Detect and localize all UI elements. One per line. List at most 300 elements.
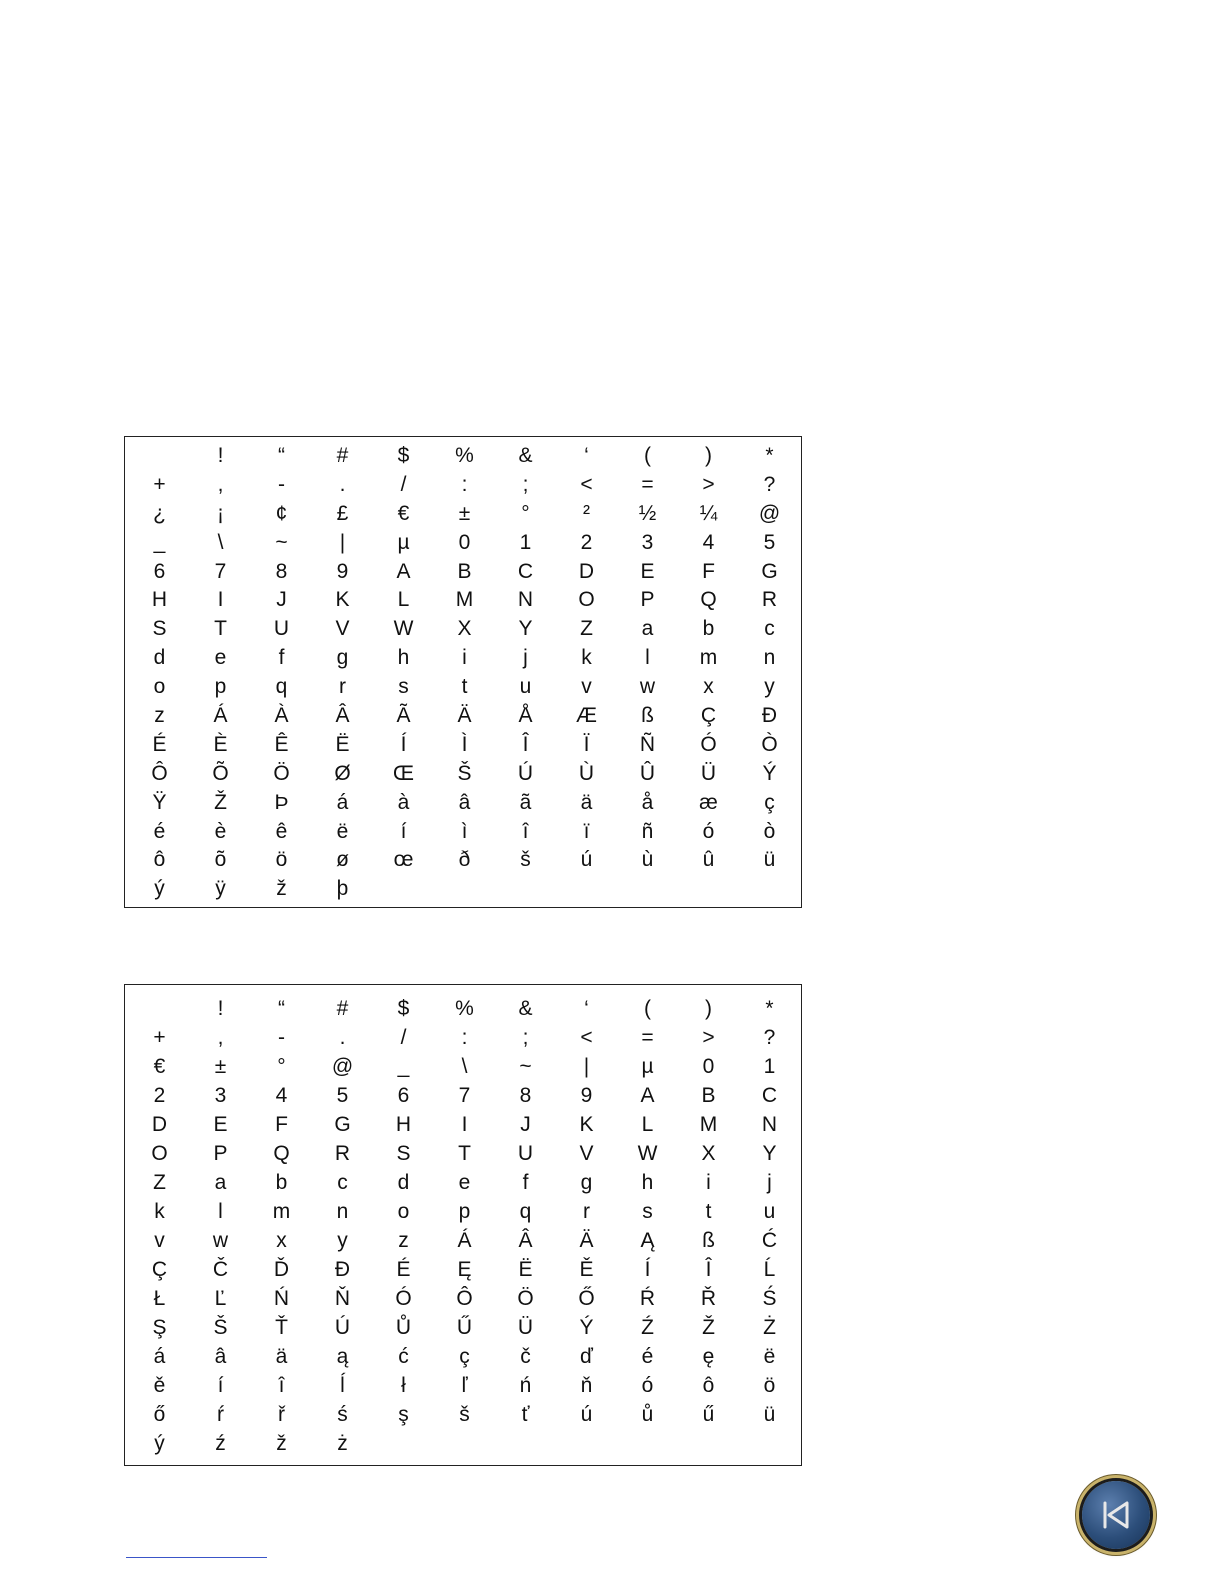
character-cell: Đ: [761, 703, 778, 727]
character-cell: Ż: [763, 1316, 776, 1339]
character-cell: Å: [518, 703, 533, 727]
character-cell: &: [518, 443, 533, 467]
character-cell: Đ: [334, 1258, 351, 1281]
character-cell: œ: [393, 848, 414, 872]
character-cell: µ: [641, 1055, 654, 1078]
character-cell: X: [457, 617, 472, 641]
character-cell: w: [639, 675, 656, 699]
character-cell: 3: [214, 1084, 227, 1107]
character-cell: ,: [217, 472, 224, 496]
character-cell: ù: [641, 848, 654, 872]
character-cell: ‘: [584, 997, 589, 1020]
character-cell: Ã: [396, 703, 411, 727]
character-cell: m: [699, 646, 718, 670]
character-cell: d: [153, 646, 166, 670]
character-cell: x: [703, 675, 714, 699]
character-cell: Ď: [273, 1258, 290, 1281]
character-cell: 8: [519, 1084, 532, 1107]
character-cell: Ë: [518, 1258, 533, 1281]
character-cell: i: [462, 646, 467, 670]
character-cell: f: [278, 646, 285, 670]
skip-back-icon: [1096, 1495, 1136, 1535]
character-cell: .: [339, 472, 346, 496]
character-cell: h: [641, 1171, 654, 1194]
character-cell: !: [217, 443, 224, 467]
character-cell: Ç: [700, 703, 717, 727]
character-cell: M: [699, 1113, 718, 1136]
character-cell: Ù: [578, 761, 595, 785]
character-cell: 1: [519, 530, 532, 554]
character-cell: $: [397, 443, 410, 467]
character-cell: &: [518, 997, 533, 1020]
character-cell: A: [396, 559, 411, 583]
character-cell: h: [397, 646, 410, 670]
character-cell: !: [217, 997, 224, 1020]
character-cell: %: [455, 443, 474, 467]
character-cell: V: [579, 1142, 594, 1165]
character-cell: Î: [522, 732, 529, 756]
character-cell: Õ: [212, 761, 229, 785]
character-cell: Č: [212, 1258, 229, 1281]
character-cell: e: [214, 646, 227, 670]
character-cell: U: [273, 617, 290, 641]
character-cell: Ž: [702, 1316, 715, 1339]
character-cell: q: [275, 675, 288, 699]
character-cell: c: [764, 617, 775, 641]
character-cell: v: [154, 1229, 165, 1252]
character-cell: Í: [400, 732, 407, 756]
character-cell: l: [218, 1200, 223, 1223]
character-cell: ú: [580, 848, 593, 872]
character-cell: s: [642, 1200, 653, 1223]
character-cell: á: [153, 1345, 166, 1368]
character-cell: /: [400, 1026, 407, 1049]
character-cell: ź: [215, 1432, 226, 1455]
character-cell: v: [581, 675, 592, 699]
character-cell: ö: [275, 848, 288, 872]
back-button[interactable]: [1082, 1481, 1150, 1549]
character-cell: B: [701, 1084, 716, 1107]
character-cell: z: [154, 703, 165, 727]
character-cell: Ì: [461, 732, 468, 756]
character-cell: j: [523, 646, 528, 670]
character-cell: Ó: [395, 1287, 412, 1310]
character-cell: Ź: [641, 1316, 654, 1339]
character-cell: Ú: [517, 761, 534, 785]
character-cell: I: [217, 588, 224, 612]
character-cell: Ń: [273, 1287, 290, 1310]
character-cell: Ö: [273, 761, 290, 785]
character-cell: Ł: [153, 1287, 166, 1310]
character-cell: ç: [764, 790, 775, 814]
character-cell: X: [701, 1142, 716, 1165]
character-cell: ú: [580, 1403, 593, 1426]
character-cell: P: [640, 588, 655, 612]
character-cell: Ø: [334, 761, 351, 785]
character-cell: Ñ: [639, 732, 656, 756]
character-cell: u: [519, 675, 532, 699]
character-cell: :: [461, 472, 468, 496]
character-cell: W: [637, 1142, 658, 1165]
character-cell: Š: [457, 761, 472, 785]
character-cell: r: [339, 675, 346, 699]
character-cell: ô: [153, 848, 166, 872]
character-cell: è: [214, 819, 227, 843]
character-cell: µ: [397, 530, 410, 554]
character-cell: Ò: [761, 732, 778, 756]
character-cell: <: [580, 1026, 593, 1049]
character-cell: ű: [702, 1403, 715, 1426]
character-cell: ¼: [699, 501, 718, 525]
character-cell: ě: [153, 1374, 166, 1397]
character-cell: ü: [763, 1403, 776, 1426]
character-cell: ł: [401, 1374, 406, 1397]
character-cell: R: [761, 588, 778, 612]
character-cell: Ü: [700, 761, 717, 785]
character-cell: €: [153, 1055, 166, 1078]
character-cell: Ľ: [214, 1287, 227, 1310]
character-cell: a: [214, 1171, 227, 1194]
character-cell: Â: [518, 1229, 533, 1252]
character-cell: Ó: [700, 732, 717, 756]
character-cell: $: [397, 997, 410, 1020]
character-cell: ö: [763, 1374, 776, 1397]
character-cell: €: [397, 501, 410, 525]
character-cell: ŕ: [217, 1403, 224, 1426]
character-cell: z: [398, 1229, 409, 1252]
character-cell: k: [154, 1200, 165, 1223]
character-cell: â: [458, 790, 471, 814]
character-cell: F: [275, 1113, 288, 1136]
character-cell: Ě: [579, 1258, 594, 1281]
character-cell: ï: [583, 819, 590, 843]
character-cell: 0: [458, 530, 471, 554]
character-cell: 5: [336, 1084, 349, 1107]
character-cell: n: [763, 646, 776, 670]
character-cell: ): [705, 443, 712, 467]
character-cell: Ä: [579, 1229, 594, 1252]
character-cell: È: [213, 732, 228, 756]
character-cell: Ý: [762, 761, 777, 785]
character-cell: <: [580, 472, 593, 496]
character-cell: d: [397, 1171, 410, 1194]
character-cell: E: [213, 1113, 228, 1136]
character-cell: L: [641, 1113, 654, 1136]
character-cell: ž: [276, 1432, 287, 1455]
character-cell: R: [334, 1142, 351, 1165]
character-cell: >: [702, 472, 715, 496]
character-cell: ?: [763, 472, 776, 496]
character-cell: a: [641, 617, 654, 641]
character-cell: ß: [641, 703, 654, 727]
character-cell: J: [276, 588, 287, 612]
character-cell: o: [397, 1200, 410, 1223]
character-cell: à: [397, 790, 410, 814]
character-cell: |: [583, 1055, 590, 1078]
character-cell: ?: [763, 1026, 776, 1049]
character-cell: Y: [518, 617, 533, 641]
character-cell: Z: [153, 1171, 166, 1194]
character-cell: f: [522, 1171, 529, 1194]
character-cell: Ĺ: [763, 1258, 776, 1281]
character-cell: P: [213, 1142, 228, 1165]
character-cell: 4: [275, 1084, 288, 1107]
character-cell: F: [702, 559, 715, 583]
character-cell: [129, 994, 190, 1023]
character-cell: ä: [580, 790, 593, 814]
character-cell: 2: [580, 530, 593, 554]
character-cell: ±: [214, 1055, 227, 1078]
character-cell: ‘: [584, 443, 589, 467]
character-cell: >: [702, 1026, 715, 1049]
character-cell: ;: [522, 472, 529, 496]
character-cell: Ň: [334, 1287, 351, 1310]
character-cell: C: [517, 559, 534, 583]
character-cell: Á: [457, 1229, 472, 1252]
character-cell: â: [214, 1345, 227, 1368]
character-cell: ¡: [217, 501, 224, 525]
character-cell: g: [336, 646, 349, 670]
character-cell: ß: [702, 1229, 715, 1252]
character-cell: ń: [519, 1374, 532, 1397]
character-cell: ÿ: [215, 877, 226, 901]
character-cell: ž: [276, 877, 287, 901]
character-cell: Ü: [517, 1316, 534, 1339]
character-cell: A: [640, 1084, 655, 1107]
character-cell: 3: [641, 530, 654, 554]
character-cell: ď: [580, 1345, 593, 1368]
character-cell: ľ: [461, 1374, 468, 1397]
character-cell: t: [705, 1200, 712, 1223]
character-cell: ²: [583, 501, 590, 525]
character-cell: ë: [336, 819, 349, 843]
character-cell: k: [581, 646, 592, 670]
character-cell: s: [398, 675, 409, 699]
character-cell: Ć: [761, 1229, 778, 1252]
character-cell: 4: [702, 530, 715, 554]
character-cell: O: [151, 1142, 168, 1165]
character-cell: u: [763, 1200, 776, 1223]
character-cell: W: [393, 617, 414, 641]
character-cell: r: [583, 1200, 590, 1223]
character-set-table-1: [124, 436, 802, 908]
character-cell: ~: [275, 530, 288, 554]
character-cell: ø: [336, 848, 349, 872]
character-cell: ň: [580, 1374, 593, 1397]
character-cell: *: [765, 997, 774, 1020]
character-cell: \: [217, 530, 224, 554]
character-cell: Þ: [274, 790, 289, 814]
character-cell: S: [152, 617, 167, 641]
character-cell: ő: [153, 1403, 166, 1426]
character-cell: Ï: [583, 732, 590, 756]
character-cell: ±: [458, 501, 471, 525]
character-cell: ò: [763, 819, 776, 843]
character-cell: S: [396, 1142, 411, 1165]
character-cell: U: [517, 1142, 534, 1165]
character-cell: b: [702, 617, 715, 641]
character-cell: ą: [336, 1345, 349, 1368]
character-cell: L: [397, 588, 410, 612]
character-cell: =: [641, 472, 654, 496]
character-grid: [129, 441, 797, 903]
character-cell: m: [272, 1200, 291, 1223]
character-cell: Ú: [334, 1316, 351, 1339]
character-cell: p: [214, 675, 227, 699]
character-cell: š: [459, 1403, 470, 1426]
character-cell: -: [278, 1026, 285, 1049]
character-cell: *: [765, 443, 774, 467]
character-cell: ć: [398, 1345, 409, 1368]
character-cell: ): [705, 997, 712, 1020]
character-cell: [129, 441, 190, 470]
character-cell: ť: [521, 1403, 530, 1426]
character-cell: I: [461, 1113, 468, 1136]
character-cell: -: [278, 472, 285, 496]
character-set-table-2: [124, 984, 802, 1466]
character-cell: Î: [705, 1258, 712, 1281]
character-cell: :: [461, 1026, 468, 1049]
character-cell: H: [395, 1113, 412, 1136]
character-cell: t: [461, 675, 468, 699]
character-cell: D: [578, 559, 595, 583]
character-cell: _: [153, 530, 166, 554]
character-cell: V: [335, 617, 350, 641]
character-cell: ¿: [153, 501, 166, 525]
character-cell: _: [397, 1055, 410, 1078]
character-cell: 2: [153, 1084, 166, 1107]
character-cell: Q: [700, 588, 717, 612]
character-cell: (: [644, 997, 651, 1020]
character-cell: É: [152, 732, 167, 756]
character-cell: x: [276, 1229, 287, 1252]
character-cell: e: [458, 1171, 471, 1194]
character-cell: °: [277, 1055, 286, 1078]
character-cell: å: [641, 790, 654, 814]
character-cell: y: [764, 675, 775, 699]
character-cell: À: [274, 703, 289, 727]
character-cell: J: [520, 1113, 531, 1136]
character-cell: Ê: [274, 732, 289, 756]
character-cell: B: [457, 559, 472, 583]
character-cell: o: [153, 675, 166, 699]
character-cell: T: [214, 617, 227, 641]
character-cell: ś: [337, 1403, 348, 1426]
character-cell: Ô: [456, 1287, 473, 1310]
character-cell: g: [580, 1171, 593, 1194]
character-cell: ż: [337, 1432, 348, 1455]
character-cell: Ý: [579, 1316, 594, 1339]
character-cell: +: [153, 1026, 166, 1049]
character-cell: .: [339, 1026, 346, 1049]
character-cell: Ą: [640, 1229, 655, 1252]
character-cell: Ű: [456, 1316, 473, 1339]
character-cell: “: [278, 997, 285, 1020]
character-cell: 9: [336, 559, 349, 583]
character-cell: Â: [335, 703, 350, 727]
character-cell: Q: [273, 1142, 290, 1165]
character-cell: ã: [519, 790, 532, 814]
character-cell: c: [337, 1171, 348, 1194]
character-cell: ¢: [275, 501, 288, 525]
character-cell: Ś: [762, 1287, 777, 1310]
character-cell: b: [275, 1171, 288, 1194]
character-cell: T: [458, 1142, 471, 1165]
character-cell: N: [517, 588, 534, 612]
character-cell: Ÿ: [152, 790, 167, 814]
character-cell: 8: [275, 559, 288, 583]
character-cell: ä: [275, 1345, 288, 1368]
character-cell: N: [761, 1113, 778, 1136]
character-cell: H: [151, 588, 168, 612]
character-cell: w: [212, 1229, 229, 1252]
character-cell: =: [641, 1026, 654, 1049]
character-cell: ý: [154, 877, 165, 901]
character-cell: þ: [336, 877, 349, 901]
character-cell: ů: [641, 1403, 654, 1426]
character-cell: £: [336, 501, 349, 525]
character-cell: Ť: [275, 1316, 288, 1339]
character-cell: ê: [275, 819, 288, 843]
character-cell: G: [334, 1113, 351, 1136]
character-cell: û: [702, 848, 715, 872]
character-cell: ,: [217, 1026, 224, 1049]
character-cell: K: [579, 1113, 594, 1136]
character-cell: Ô: [151, 761, 168, 785]
character-cell: Ç: [151, 1258, 168, 1281]
character-cell: ę: [702, 1345, 715, 1368]
character-cell: Ę: [457, 1258, 472, 1281]
character-cell: G: [761, 559, 778, 583]
character-cell: é: [641, 1345, 654, 1368]
character-cell: ü: [763, 848, 776, 872]
character-cell: í: [217, 1374, 224, 1397]
character-cell: š: [520, 848, 531, 872]
character-cell: @: [331, 1055, 354, 1078]
character-cell: 1: [763, 1055, 776, 1078]
character-cell: j: [767, 1171, 772, 1194]
character-cell: +: [153, 472, 166, 496]
character-cell: Ö: [517, 1287, 534, 1310]
character-grid: [129, 994, 797, 1458]
character-cell: ř: [278, 1403, 285, 1426]
character-cell: Æ: [576, 703, 597, 727]
character-cell: 6: [153, 559, 166, 583]
character-cell: É: [396, 1258, 411, 1281]
character-cell: K: [335, 588, 350, 612]
character-cell: n: [336, 1200, 349, 1223]
character-cell: Ő: [578, 1287, 595, 1310]
character-cell: Œ: [393, 761, 414, 785]
character-cell: á: [336, 790, 349, 814]
character-cell: 0: [702, 1055, 715, 1078]
character-cell: %: [455, 997, 474, 1020]
character-cell: #: [336, 443, 349, 467]
character-cell: ë: [763, 1345, 776, 1368]
character-cell: Ë: [335, 732, 350, 756]
character-cell: õ: [214, 848, 227, 872]
character-cell: Ŕ: [639, 1287, 656, 1310]
character-cell: é: [153, 819, 166, 843]
character-cell: Y: [762, 1142, 777, 1165]
character-cell: |: [339, 530, 346, 554]
character-cell: ĺ: [340, 1374, 345, 1397]
character-cell: l: [645, 646, 650, 670]
character-cell: î: [278, 1374, 285, 1397]
character-cell: Z: [580, 617, 593, 641]
character-cell: č: [520, 1345, 531, 1368]
character-cell: #: [336, 997, 349, 1020]
